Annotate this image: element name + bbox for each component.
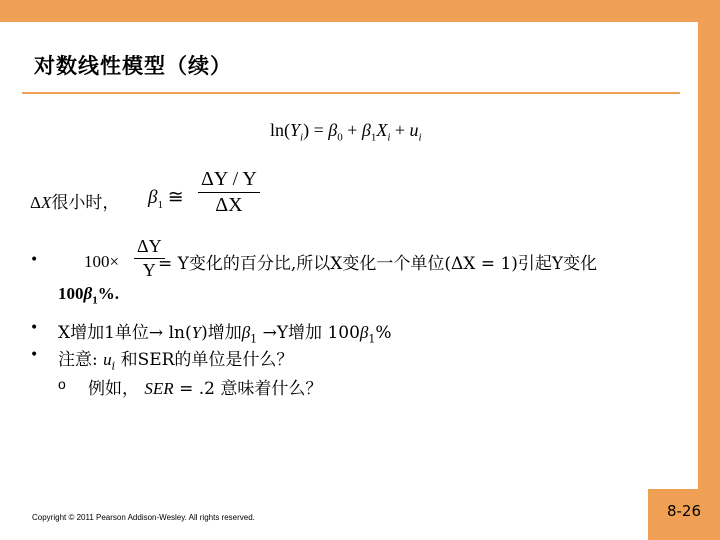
bullet-1-continuation: $100\beta_1\%$. bbox=[58, 284, 119, 307]
right-accent-bar bbox=[698, 0, 720, 540]
page-number: 8-26 bbox=[666, 502, 702, 520]
page-number-box bbox=[648, 489, 720, 540]
bullet-3: • bbox=[30, 347, 39, 363]
slide-title: 对数线性模型（续） bbox=[34, 54, 232, 78]
bullet-2-text: X增加1单位→ ln(Y)增加$\beta_1 \to Y$增加 $100\beta_1\%$ bbox=[58, 323, 392, 346]
fraction-numerator: ΔY bbox=[137, 236, 162, 256]
hundred-times: 100× bbox=[84, 252, 120, 271]
bullet-1: • bbox=[30, 252, 39, 268]
fraction-denominator: ΔX bbox=[215, 194, 243, 216]
sub-bullet-text: 例如， SER = .2 意味着什么？ bbox=[88, 379, 323, 399]
beta1-approx: $\beta_1$ ≅ bbox=[148, 187, 184, 211]
sub-bullet-marker: o bbox=[58, 376, 66, 392]
delta-x-condition: ΔX很小时， bbox=[30, 193, 120, 213]
fraction-denominator: Y bbox=[142, 260, 156, 280]
top-accent-bar bbox=[0, 0, 720, 22]
bullet-2: • bbox=[30, 320, 39, 336]
fraction-bar bbox=[198, 192, 260, 193]
title-divider bbox=[22, 92, 680, 94]
bullet-1-text: = Y变化的百分比,所以X变化一个单位(ΔX = 1)引起Y变化 bbox=[158, 254, 598, 274]
beta-fraction bbox=[198, 168, 260, 217]
fraction-numerator: ΔY / Y bbox=[201, 168, 257, 190]
log-linear-equation: $\ln(Y_i) = \beta_0 + \beta_1X_i + u_i$ bbox=[270, 120, 422, 144]
copyright-footer: Copyright © 2011 Pearson Addison-Wesley. All rights reserved. bbox=[32, 513, 255, 522]
bullet-3-text: 注意: $u_i$ 和SER的单位是什么？ bbox=[58, 350, 294, 373]
